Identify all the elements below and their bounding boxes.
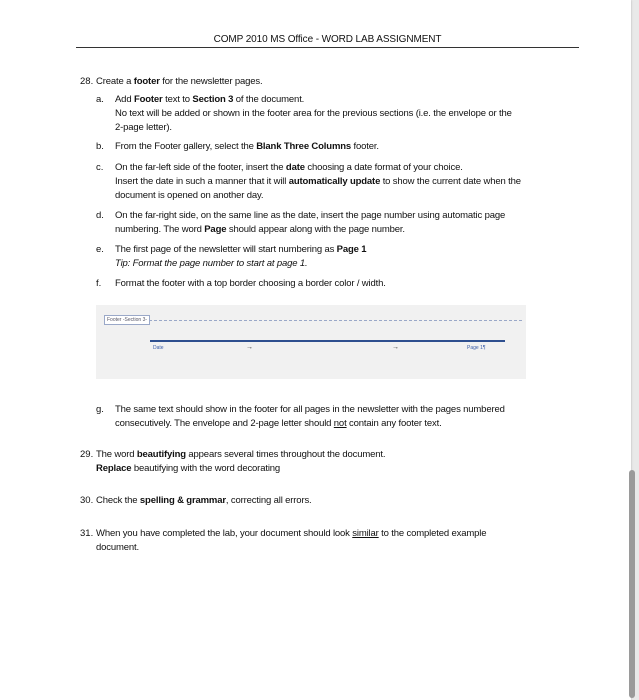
item-29-line2: Replace beautifying with the word decorating: [96, 463, 281, 474]
footer-page-placeholder: Page 1¶: [467, 345, 486, 351]
item-28c-line1: On the far-left side of the footer, insert the date choosing a date format of your choice.: [115, 162, 463, 173]
item-28e-tip: Tip: Format the page number to start at page 1.: [115, 258, 308, 269]
page-header: COMP 2010 MS Office - WORD LAB ASSIGNMENT: [213, 34, 442, 45]
header-rule: [76, 47, 579, 48]
footer-boundary-line: [104, 320, 522, 321]
item-28c-line3: document is opened on another day.: [115, 190, 264, 201]
item-28b-text: From the Footer gallery, select the Blank Three Columns footer.: [115, 141, 379, 152]
item-28e-letter: e.: [96, 244, 104, 255]
item-29-line1: The word beautifying appears several times throughout the document.: [96, 449, 386, 460]
item-31-number: 31.: [80, 528, 94, 539]
item-28c-letter: c.: [96, 162, 104, 173]
item-28a-line2: No text will be added or shown in the footer area for the previous sections (i.e. the envelope or the: [115, 108, 512, 119]
tab-arrow-icon: →: [392, 344, 399, 351]
tab-arrow-icon: →: [246, 344, 253, 351]
item-28e-line1: The first page of the newsletter will start numbering as Page 1: [115, 244, 367, 255]
item-28d-letter: d.: [96, 210, 104, 221]
vertical-scrollbar[interactable]: [629, 470, 635, 698]
item-28g-line1: The same text should show in the footer for all pages in the newsletter with the pages numbered: [115, 404, 505, 415]
footer-preview-image: [96, 305, 526, 379]
item-29-number: 29.: [80, 449, 94, 460]
item-28g-letter: g.: [96, 404, 104, 415]
item-31-line2: document.: [96, 542, 140, 553]
item-28d-line1: On the far-right side, on the same line as the date, insert the page number using automatic page: [115, 210, 506, 221]
item-28g-line2: consecutively. The envelope and 2-page letter should not contain any footer text.: [115, 418, 442, 429]
item-28a-line1: Add Footer text to Section 3 of the document.: [115, 94, 305, 105]
item-28b-letter: b.: [96, 141, 104, 152]
item-28-text: Create a footer for the newsletter pages.: [96, 76, 263, 87]
item-30-number: 30.: [80, 495, 94, 506]
item-28f-text: Format the footer with a top border choosing a border color / width.: [115, 278, 386, 289]
footer-date-placeholder: Date: [153, 345, 164, 351]
item-28-number: 28.: [80, 76, 94, 87]
item-28c-line2: Insert the date in such a manner that it will automatically update to show the current date when the: [115, 176, 521, 187]
footer-top-border: [150, 340, 505, 342]
item-28a-line3: 2-page letter).: [115, 122, 172, 133]
footer-section-tag: Footer -Section 3-: [104, 315, 150, 325]
item-28a-letter: a.: [96, 94, 104, 105]
item-30-text: Check the spelling & grammar, correcting all errors.: [96, 495, 312, 506]
item-28f-letter: f.: [96, 278, 102, 289]
item-28d-line2: numbering. The word Page should appear along with the page number.: [115, 224, 405, 235]
item-31-line1: When you have completed the lab, your document should look similar to the completed example: [96, 528, 487, 539]
